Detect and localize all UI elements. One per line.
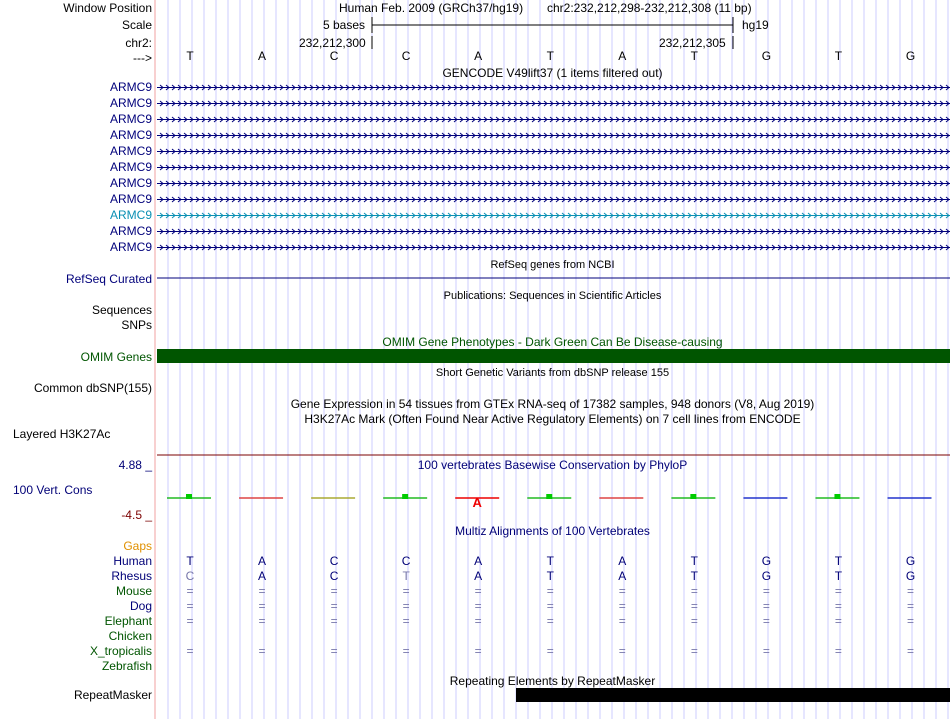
alignment-base: =: [618, 644, 626, 658]
ruler-base: G: [905, 49, 916, 63]
phylop-peak: [690, 494, 696, 499]
gaps-label[interactable]: Gaps: [123, 539, 152, 553]
alignment-base: =: [834, 584, 842, 598]
alignment-base: =: [834, 599, 842, 613]
gencode-gene-label[interactable]: ARMC9: [109, 224, 152, 238]
alignment-base: C: [401, 554, 411, 568]
species-label[interactable]: Rhesus: [111, 569, 152, 583]
alignment-base: =: [330, 644, 338, 658]
ruler-base: A: [258, 49, 267, 63]
alignment-base: =: [258, 614, 266, 628]
species-label[interactable]: Zebrafish: [101, 659, 152, 673]
species-label[interactable]: Chicken: [108, 629, 152, 643]
alignment-base: T: [186, 554, 194, 568]
alignment-base: T: [834, 554, 843, 568]
omim-title[interactable]: OMIM Gene Phenotypes - Dark Green Can Be Disease-causing: [382, 335, 723, 349]
alignment-base: =: [186, 644, 194, 658]
alignment-base: =: [546, 599, 554, 613]
alignment-base: G: [905, 554, 916, 568]
alignment-base: =: [618, 614, 626, 628]
gencode-gene-label[interactable]: ARMC9: [109, 128, 152, 142]
alignment-base: =: [186, 599, 194, 613]
alignment-base: =: [330, 614, 338, 628]
alignment-base: =: [690, 614, 698, 628]
ruler-base: A: [474, 49, 483, 63]
alignment-base: A: [474, 569, 483, 583]
alignment-base: C: [185, 569, 195, 583]
alignment-base: =: [186, 614, 194, 628]
phylop-bar: [743, 497, 787, 499]
alignment-base: =: [402, 644, 410, 658]
gtex-title[interactable]: Gene Expression in 54 tissues from GTEx RNA-seq of 17382 samples, 948 donors (V8, Aug 2019): [290, 397, 815, 411]
chrom-label: chr2:: [125, 36, 152, 50]
strand-label: --->: [133, 51, 152, 65]
alignment-base: =: [762, 599, 770, 613]
alignment-base: T: [546, 569, 554, 583]
ruler-base: G: [761, 49, 772, 63]
alignment-base: T: [834, 569, 843, 583]
species-label[interactable]: Human: [113, 554, 152, 568]
phylop-bar: [599, 497, 643, 499]
snps-label[interactable]: SNPs: [121, 318, 152, 332]
species-label[interactable]: X_tropicalis: [89, 644, 152, 658]
alignment-base: C: [329, 569, 339, 583]
alignment-base: =: [618, 599, 626, 613]
alignment-base: =: [258, 599, 266, 613]
scale-label: Scale: [121, 18, 152, 32]
refseq-title[interactable]: RefSeq genes from NCBI: [490, 259, 615, 271]
alignment-base: =: [762, 584, 770, 598]
gencode-gene-label[interactable]: ARMC9: [109, 176, 152, 190]
position-text[interactable]: chr2:232,212,298-232,212,308 (11 bp): [547, 1, 752, 15]
alignment-base: T: [690, 554, 699, 568]
gencode-gene-label[interactable]: ARMC9: [109, 208, 152, 222]
gencode-gene-label[interactable]: ARMC9: [109, 80, 152, 94]
db-text: hg19: [742, 18, 769, 32]
alignment-base: =: [402, 614, 410, 628]
alignment-base: =: [474, 614, 482, 628]
alignment-base: =: [906, 614, 914, 628]
omim-bar[interactable]: [157, 349, 950, 363]
repeatmasker-title[interactable]: Repeating Elements by RepeatMasker: [449, 674, 656, 688]
gencode-gene-label[interactable]: ARMC9: [109, 160, 152, 174]
species-label[interactable]: Mouse: [115, 584, 152, 598]
assembly-text: Human Feb. 2009 (GRCh37/hg19): [339, 1, 524, 15]
phylop-peak: [186, 494, 192, 499]
phylop-bar: [239, 497, 283, 499]
alignment-base: =: [546, 614, 554, 628]
alignment-base: =: [474, 644, 482, 658]
alignment-base: =: [546, 644, 554, 658]
alignment-base: =: [834, 614, 842, 628]
phylop-title[interactable]: 100 vertebrates Basewise Conservation by PhyloP: [417, 458, 688, 472]
alignment-base: =: [906, 644, 914, 658]
repeatmasker-bar[interactable]: [516, 688, 950, 702]
alignment-base: =: [402, 584, 410, 598]
alignment-base: =: [690, 584, 698, 598]
phylop-peak: [546, 494, 552, 499]
h3k27ac-label[interactable]: Layered H3K27Ac: [13, 427, 111, 441]
gencode-gene-label[interactable]: ARMC9: [109, 144, 152, 158]
gencode-gene-label[interactable]: ARMC9: [109, 240, 152, 254]
species-label[interactable]: Dog: [129, 599, 152, 613]
alignment-base: A: [618, 554, 627, 568]
species-label[interactable]: Elephant: [104, 614, 152, 628]
ruler-base: A: [618, 49, 627, 63]
alignment-base: A: [474, 554, 483, 568]
alignment-base: A: [258, 554, 267, 568]
refseq-label[interactable]: RefSeq Curated: [65, 272, 152, 286]
ruler-base: T: [690, 49, 699, 63]
alignment-base: A: [618, 569, 627, 583]
gencode-gene-label[interactable]: ARMC9: [109, 112, 152, 126]
repeatmasker-label[interactable]: RepeatMasker: [73, 688, 152, 702]
alignment-base: =: [690, 644, 698, 658]
sequences-label[interactable]: Sequences: [91, 303, 152, 317]
alignment-base: =: [762, 644, 770, 658]
phylop-peak: [402, 494, 408, 499]
scale-text: 5 bases: [323, 18, 366, 32]
coord-right: 232,212,305: [659, 36, 726, 50]
alignment-base: G: [905, 569, 916, 583]
phylop-label[interactable]: 100 Vert. Cons: [13, 483, 93, 497]
alignment-base: =: [906, 584, 914, 598]
gencode-title[interactable]: GENCODE V49lift37 (1 items filtered out): [442, 66, 663, 80]
alignment-base: =: [690, 599, 698, 613]
alignment-base: T: [402, 569, 410, 583]
dbsnp-title[interactable]: Short Genetic Variants from dbSNP release 155: [435, 367, 670, 379]
phylop-logo-base: A: [472, 495, 482, 510]
phylop-min: -4.5 _: [121, 508, 152, 522]
gencode-gene-label[interactable]: ARMC9: [109, 96, 152, 110]
h3k27ac-title[interactable]: H3K27Ac Mark (Often Found Near Active Regulatory Elements) on 7 cell lines from ENCODE: [304, 412, 801, 426]
alignment-base: =: [762, 614, 770, 628]
phylop-max: 4.88 _: [118, 458, 152, 472]
alignment-base: =: [402, 599, 410, 613]
phylop-bar: [311, 497, 355, 499]
multiz-title[interactable]: Multiz Alignments of 100 Vertebrates: [455, 524, 650, 538]
omim-label[interactable]: OMIM Genes: [80, 350, 152, 364]
alignment-base: =: [906, 599, 914, 613]
alignment-base: G: [761, 554, 772, 568]
alignment-base: C: [329, 554, 339, 568]
alignment-base: T: [690, 569, 699, 583]
alignment-base: =: [834, 644, 842, 658]
dbsnp-label[interactable]: Common dbSNP(155): [33, 381, 152, 395]
alignment-base: =: [474, 584, 482, 598]
phylop-peak: [834, 494, 840, 499]
publications-title[interactable]: Publications: Sequences in Scientific Articles: [443, 290, 662, 302]
alignment-base: =: [258, 644, 266, 658]
ruler-base: C: [401, 49, 411, 63]
window-position-label: Window Position: [63, 1, 152, 15]
alignment-base: =: [186, 584, 194, 598]
ruler-base: C: [329, 49, 339, 63]
alignment-base: =: [258, 584, 266, 598]
alignment-base: =: [618, 584, 626, 598]
alignment-base: =: [546, 584, 554, 598]
alignment-base: G: [761, 569, 772, 583]
alignment-base: =: [474, 599, 482, 613]
coord-left: 232,212,300: [299, 36, 366, 50]
alignment-base: =: [330, 599, 338, 613]
gencode-gene-label[interactable]: ARMC9: [109, 192, 152, 206]
alignment-base: =: [330, 584, 338, 598]
ruler-base: T: [546, 49, 554, 63]
alignment-base: T: [546, 554, 554, 568]
ruler-base: T: [186, 49, 194, 63]
ruler-base: T: [834, 49, 843, 63]
alignment-base: A: [258, 569, 267, 583]
phylop-bar: [888, 497, 932, 499]
